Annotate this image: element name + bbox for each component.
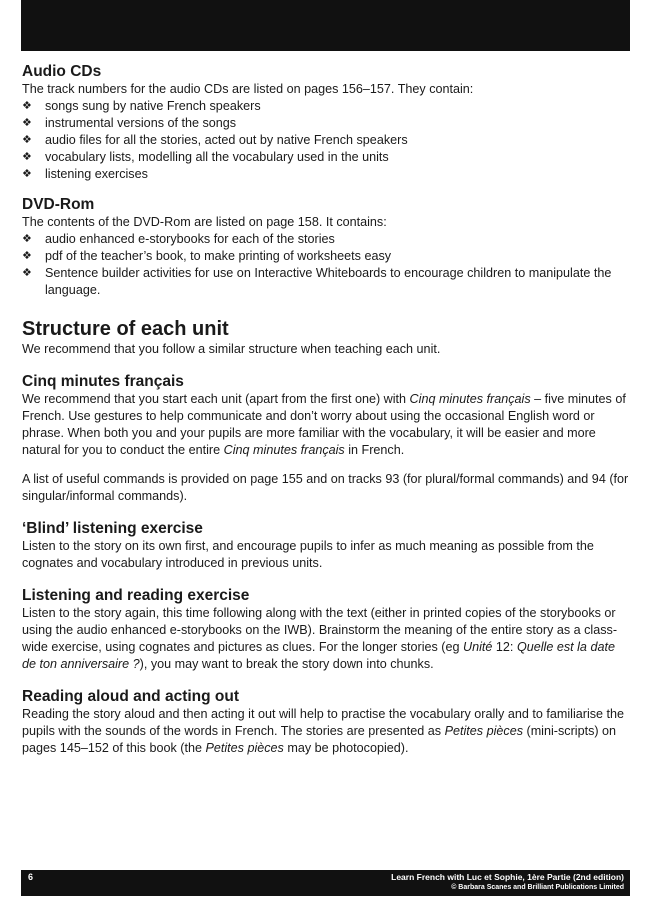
list-item: ❖ instrumental versions of the songs (22, 116, 237, 130)
cinq-minutes-paragraph-1: We recommend that you start each unit (apart from the first one) with Cinq minutes français – five minutes of French. Use gestures to help communicate and don’t worry about using the occasional English word or phrase. When both you and your pupils are more familiar with the vocabulary, it will be easier and more natural for you to conduct the entire Cinq minutes français in French. (22, 392, 626, 457)
listening-reading-text: Listen to the story again, this time following along with the text (either in printed copies of the storybooks or using the audio enhanced e-storybooks on the IWB). Brainstorm the meaning of the entire story as a class-wide exercise, using cognates and pictures as clues. For the longer stories (eg Unité 12: Quelle est la date de ton anniversaire ?), you may want to break the story down into chunks. (22, 606, 618, 671)
diamond-bullet-icon: ❖ (22, 233, 32, 245)
page-content (22, 62, 632, 757)
reading-aloud-text: Reading the story aloud and then acting it out will help to practise the vocabulary orally and to familiarise the pupils with the sounds of the words in French. The stories are presented as Petites pièces (mini-scripts) on pages 145–152 of this book (the Petites pièces may be photocopied). (22, 707, 625, 755)
page-number: 6 (28, 872, 34, 882)
audio-cds-heading: Audio CDs (22, 63, 102, 80)
copyright-notice: © Barbara Scanes and Brilliant Publications Limited (451, 884, 624, 891)
listening-reading-heading: Listening and reading exercise (22, 587, 250, 604)
list-item: ❖ audio enhanced e-storybooks for each of the stories (22, 232, 335, 246)
blind-listening-heading: ‘Blind’ listening exercise (22, 520, 203, 537)
list-item: ❖ audio files for all the stories, acted out by native French speakers (22, 133, 408, 147)
reading-aloud-heading: Reading aloud and acting out (22, 688, 239, 705)
book-title: Learn French with Luc et Sophie, 1ère Partie (2nd edition) (391, 872, 624, 882)
diamond-bullet-icon: ❖ (22, 250, 32, 262)
dvd-rom-list (22, 231, 632, 299)
structure-intro: We recommend that you follow a similar structure when teaching each unit. (22, 342, 441, 356)
blind-listening-text: Listen to the story on its own first, and encourage pupils to infer as much meaning as possible from the cognates and vocabulary introduced in previous units. (22, 539, 594, 570)
list-item: ❖ Sentence builder activities for use on Interactive Whiteboards to encourage children to manipulate the language. (22, 266, 612, 297)
cinq-minutes-paragraph-2: A list of useful commands is provided on page 155 and on tracks 93 (for plural/formal commands) and 94 (for singular/informal commands). (22, 472, 629, 503)
diamond-bullet-icon: ❖ (22, 267, 32, 279)
cinq-minutes-heading: Cinq minutes français (22, 373, 184, 390)
diamond-bullet-icon: ❖ (22, 100, 32, 112)
list-item: ❖ songs sung by native French speakers (22, 99, 261, 113)
audio-cds-list (22, 98, 632, 183)
diamond-bullet-icon: ❖ (22, 151, 32, 163)
diamond-bullet-icon: ❖ (22, 168, 32, 180)
structure-heading: Structure of each unit (22, 318, 229, 340)
dvd-rom-intro: The contents of the DVD-Rom are listed on page 158. It contains: (22, 215, 387, 229)
footer-bar (21, 870, 630, 896)
diamond-bullet-icon: ❖ (22, 134, 32, 146)
audio-cds-intro: The track numbers for the audio CDs are listed on pages 156–157. They contain: (22, 82, 474, 96)
dvd-rom-heading: DVD-Rom (22, 196, 95, 213)
list-item: ❖ vocabulary lists, modelling all the vocabulary used in the units (22, 150, 389, 164)
list-item: ❖ pdf of the teacher’s book, to make printing of worksheets easy (22, 249, 392, 263)
header-bar (21, 0, 630, 51)
list-item: ❖ listening exercises (22, 167, 148, 181)
diamond-bullet-icon: ❖ (22, 117, 32, 129)
